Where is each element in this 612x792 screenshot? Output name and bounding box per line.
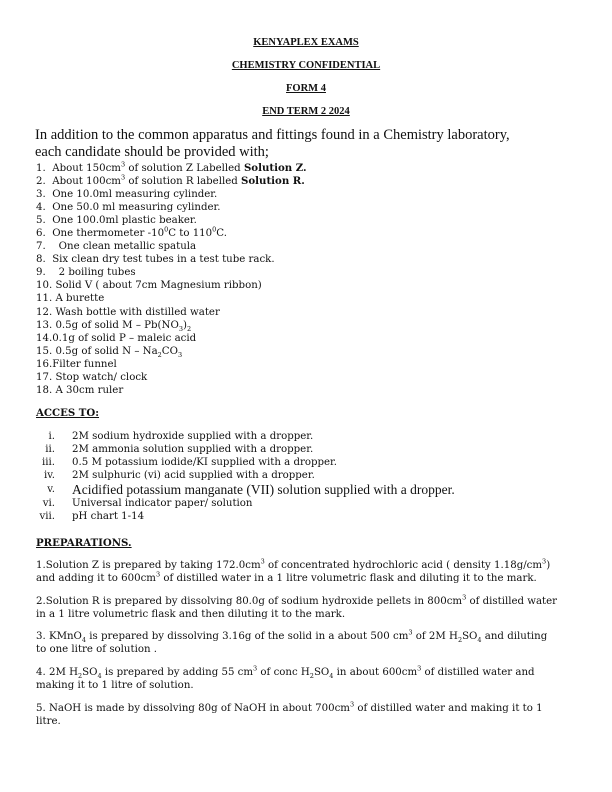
access-item: vi. Universal indicator paper/ solution	[42, 498, 253, 510]
list-item: 11. A burette	[36, 293, 105, 305]
exam-body-title: KENYAPLEX EXAMS	[253, 37, 359, 48]
list-item: 16.Filter funnel	[36, 358, 117, 370]
list-item: 14.0.1g of solid P – maleic acid	[36, 332, 197, 344]
intro-line-2: each candidate should be provided with;	[35, 144, 269, 160]
list-item: 13. 0.5g of solid M – $Pb(NO_3)_2$	[36, 319, 192, 333]
access-item: iii. 0.5 M potassium iodide/KI supplied with a dropper.	[41, 457, 338, 469]
access-item: iv. 2M sulphuric (vi) acid supplied with a dropper.	[43, 470, 315, 482]
preparation-paragraph-1: 1.Solution Z is prepared by taking $172.0cm^3$ of concentrated hydrochloric acid ( density $1.18g/cm^3$) and adding it to $600cm^3$ of distilled water in a 1 litre volumetric flask and diluting it to the mark.	[36, 557, 551, 584]
list-item: 8. Six clean dry test tubes in a test tube rack.	[36, 254, 275, 266]
list-item: 15. 0.5g of solid N – $Na_2CO_3$	[36, 345, 183, 359]
list-item: 3. One 10.0ml measuring cylinder.	[36, 189, 218, 201]
preparation-paragraph-4: 4. 2M $H_2SO_4$ is prepared by adding 55 $cm^3$ of conc $H_2SO_4$ in about $600cm^3$ of distilled water and making it to 1 litre of solution.	[36, 664, 535, 691]
access-list	[36, 430, 455, 524]
paper-title: CHEMISTRY CONFIDENTIAL	[231, 60, 381, 71]
list-item: 5. One 100.0ml plastic beaker.	[36, 215, 197, 227]
list-item: 1. About $150cm^3$ of solution Z Labelled Solution Z.	[36, 160, 307, 174]
list-item: 18. A 30cm ruler	[36, 384, 124, 396]
list-item: 6. One thermometer $-10^0C$ to $110^0C$.	[36, 225, 227, 240]
list-item: 10. Solid V ( about 7cm Magnesium ribbon)	[36, 280, 262, 292]
list-item: 7. One clean metallic spatula	[36, 241, 197, 253]
access-item: ii. 2M ammonia solution supplied with a dropper.	[45, 444, 314, 456]
preparation-paragraph-3: 3. KMnO$_4$ is prepared by dissolving 3.16g of the solid in a about 500 $cm^3$ of 2M $H_2SO_4$ and diluting to one litre of solution .	[36, 628, 548, 655]
list-item: 4. One 50.0 ml measuring cylinder.	[36, 202, 221, 214]
access-item: vii. pH chart 1-14	[39, 511, 145, 523]
exam-term: END TERM 2 2024	[262, 106, 350, 117]
intro-line-1: In addition to the common apparatus and fittings found in a Chemistry laboratory,	[35, 127, 510, 143]
list-item: 9. 2 boiling tubes	[36, 267, 136, 279]
access-item: v. Acidified potassium manganate (VII) solution supplied with a dropper.	[47, 482, 455, 498]
list-item: 2. About $100cm^3$ of solution R labelled Solution R.	[36, 173, 305, 188]
preparation-paragraph-2: 2.Solution R is prepared by dissolving 80.0g of sodium hydroxide pellets in $800cm^3$ of distilled water in a 1 litre volumetric flask and then diluting it to the mark.	[36, 593, 558, 620]
form-level: FORM 4	[286, 83, 326, 94]
preparations-heading: PREPARATIONS.	[36, 537, 132, 549]
list-item: 17. Stop watch/ clock	[36, 371, 148, 383]
access-heading: ACCES TO:	[36, 407, 100, 419]
list-item: 12. Wash bottle with distilled water	[36, 306, 220, 318]
access-item: i. 2M sodium hydroxide supplied with a dropper.	[48, 431, 314, 442]
intro-text	[35, 127, 595, 161]
requirements-list	[36, 162, 307, 397]
preparation-paragraph-5: 5. NaOH is made by dissolving 80g of NaOH in about $700cm^3$ of distilled water and making it to 1 litre.	[36, 700, 543, 727]
